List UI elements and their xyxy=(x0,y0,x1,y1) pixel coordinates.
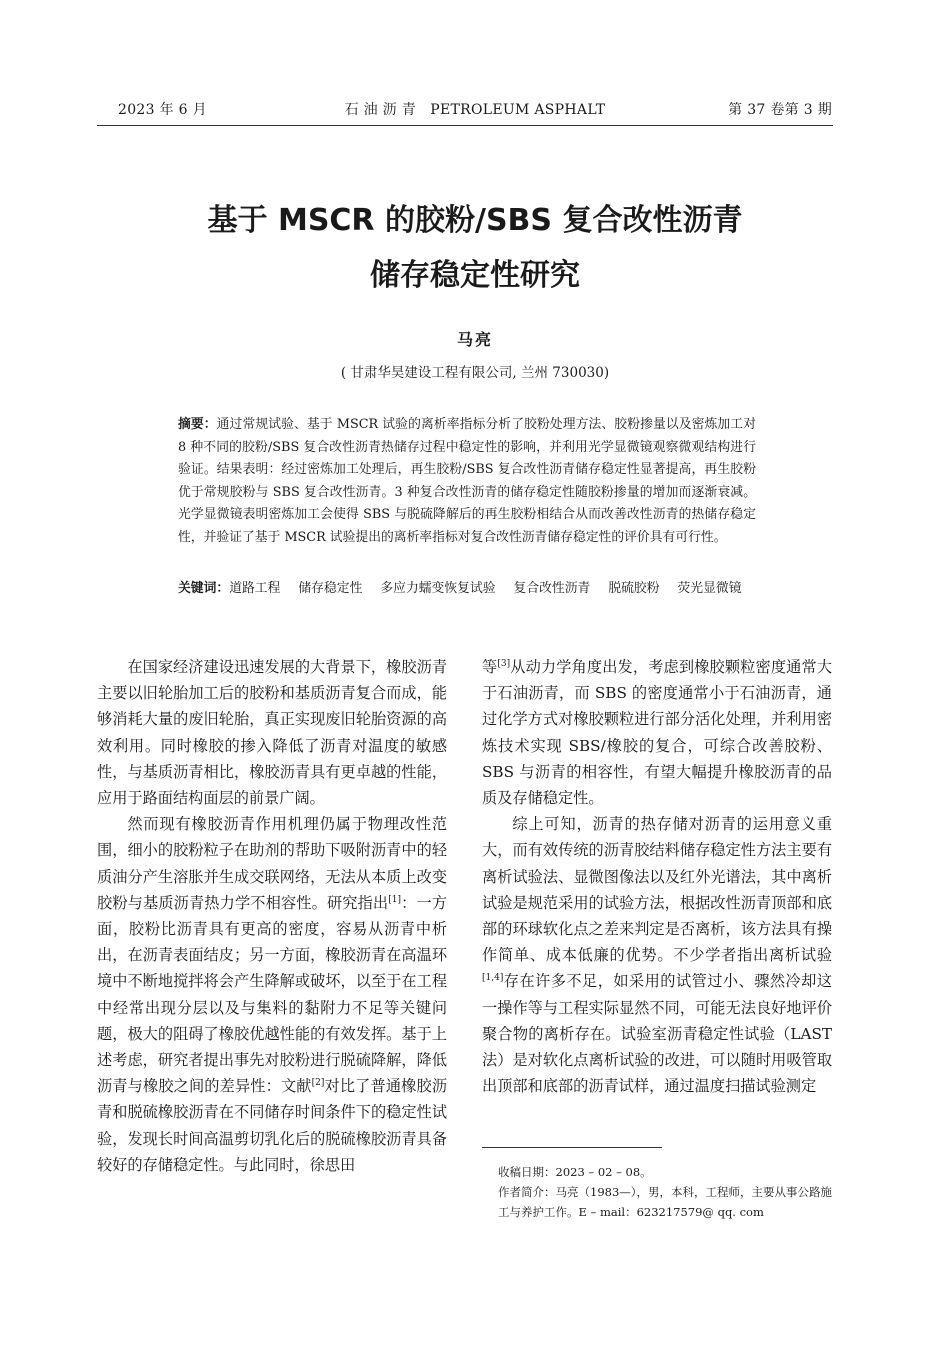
author-affiliation: ( 甘肃华昊建设工程有限公司, 兰州 730030) xyxy=(340,365,610,381)
keyword-item: 储存稳定性 xyxy=(298,581,363,596)
body-paragraph: 然而现有橡胶沥青作用机理仍属于物理改性范围，细小的胶粉粒子在助剂的帮助下吸附沥青中的轻质油分产生溶胀并生成交联网络，无法从本质上改变胶粉与基质沥青热力学不相容性。研究指出[1]：一方面，胶粉比沥青具有更高的密度，容易从沥青中析出，在沥青表面结皮；另一方面，橡胶沥青在高温环境中不断地搅拌将会产生降解或破坏，以至于在工程中经常出现分层以及与集料的黏附力不足等关键问题，极大的阻碍了橡胶优越性能的有效发挥。基于上述考虑，研究者提出事先对胶粉进行脱硫降解，降低沥青与橡胶之间的差异性：文献[2]对比了普通橡胶沥青和脱硫橡胶沥青在不同储存时间条件下的稳定性试验，发现长时间高温剪切乳化后的脱硫橡胶沥青具备较好的存储稳定性。与此同时，徐思田 xyxy=(97,815,448,1174)
keyword-item: 荧光显微镜 xyxy=(677,581,742,596)
header-date: 2023 年 6 月 xyxy=(118,102,207,118)
citation[interactable]: [3] xyxy=(497,658,511,669)
footnote-received-date: 收稿日期：2023 – 02 – 08。 xyxy=(498,1165,652,1179)
citation[interactable]: [1,4] xyxy=(482,973,504,984)
keywords xyxy=(178,578,756,601)
abstract xyxy=(178,414,756,549)
author-name: 马亮 xyxy=(456,330,493,349)
keyword-item: 复合改性沥青 xyxy=(513,581,591,596)
footnote-divider xyxy=(482,1147,662,1148)
citation[interactable]: [1] xyxy=(388,894,402,905)
body-paragraph: 等[3]从动力学角度出发，考虑到橡胶颗粒密度通常大于石油沥青，而 SBS 的密度通常小于石油沥青，通过化学方式对橡胶颗粒进行部分活化处理，并利用密炼技术实现 SBS/橡胶的复合，可综合改善胶粉、SBS 与沥青的相容性，有望大幅提升橡胶沥青的品质及存储稳定性。 xyxy=(482,658,833,808)
paper-title-line-2: 储存稳定性研究 xyxy=(370,258,580,293)
body-paragraph: 综上可知，沥青的热存储对沥青的运用意义重大，而有效传统的沥青胶结料储存稳定性方法主要有离析试验法、显微图像法以及红外光谱法，其中离析试验是规范采用的试验方法，根据改性沥青顶部和底部的环球软化点之差来判定是否离析，该方法具有操作简单、成本低廉的优势。不少学者指出离析试验[1,4]存在许多不足，如采用的试管过小、骤然冷却这一操作等与工程实际显然不同，可能无法良好地评价聚合物的离析存在。试验室沥青稳定性试验（LAST 法）是对软化点离析试验的改进，可以随时用吸管取出顶部和底部的沥青试样，通过温度扫描试验测定 xyxy=(482,815,832,1096)
body-column-right xyxy=(482,654,832,1099)
footnote xyxy=(498,1162,838,1222)
keyword-item: 多应力蠕变恢复试验 xyxy=(380,581,496,596)
body-column-left xyxy=(97,654,447,1178)
header-journal-name: 石 油 沥 青 PETROLEUM ASPHALT xyxy=(344,102,606,118)
citation[interactable]: [2] xyxy=(311,1078,325,1089)
keyword-item: 道路工程 xyxy=(229,581,281,596)
paper-title-line-1: 基于 MSCR 的胶粉/SBS 复合改性沥青 xyxy=(207,203,743,238)
header-divider xyxy=(97,125,833,126)
keywords-label: 关键词： xyxy=(178,581,230,596)
abstract-label: 摘要： xyxy=(178,417,217,432)
header-issue: 第 37 卷第 3 期 xyxy=(728,102,832,118)
keyword-item: 脱硫胶粉 xyxy=(608,581,660,596)
body-paragraph: 在国家经济建设迅速发展的大背景下，橡胶沥青主要以旧轮胎加工后的胶粉和基质沥青复合而成，能够消耗大量的废旧轮胎，真正实现废旧轮胎资源的高效利用。同时橡胶的掺入降低了沥青对温度的敏感性，与基质沥青相比，橡胶沥青具有更卓越的性能，应用于路面结构面层的前景广阔。 xyxy=(97,658,447,808)
footnote-author-bio: 作者简介：马亮（1983—），男，本科，工程师，主要从事公路施工与养护工作。E – mail：623217579@ qq. com xyxy=(498,1185,833,1219)
abstract-text: 通过常规试验、基于 MSCR 试验的离析率指标分析了胶粉处理方法、胶粉掺量以及密炼加工对 8 种不同的胶粉/SBS 复合改性沥青热储存过程中稳定性的影响，并利用光学显微镜观察微观结构进行验证。结果表明：经过密炼加工处理后，再生胶粉/SBS 复合改性沥青储存稳定性显著提高，再生胶粉优于常规胶粉与 SBS 复合改性沥青。3 种复合改性沥青的储存稳定性随胶粉掺量的增加而逐渐衰减。光学显微镜表明密炼加工会使得 SBS 与脱硫降解后的再生胶粉相结合从而改善改性沥青的热储存稳定性，并验证了基于 MSCR 试验提出的离析率指标对复合改性沥青储存稳定性的评价具有可行性。 xyxy=(178,417,756,545)
